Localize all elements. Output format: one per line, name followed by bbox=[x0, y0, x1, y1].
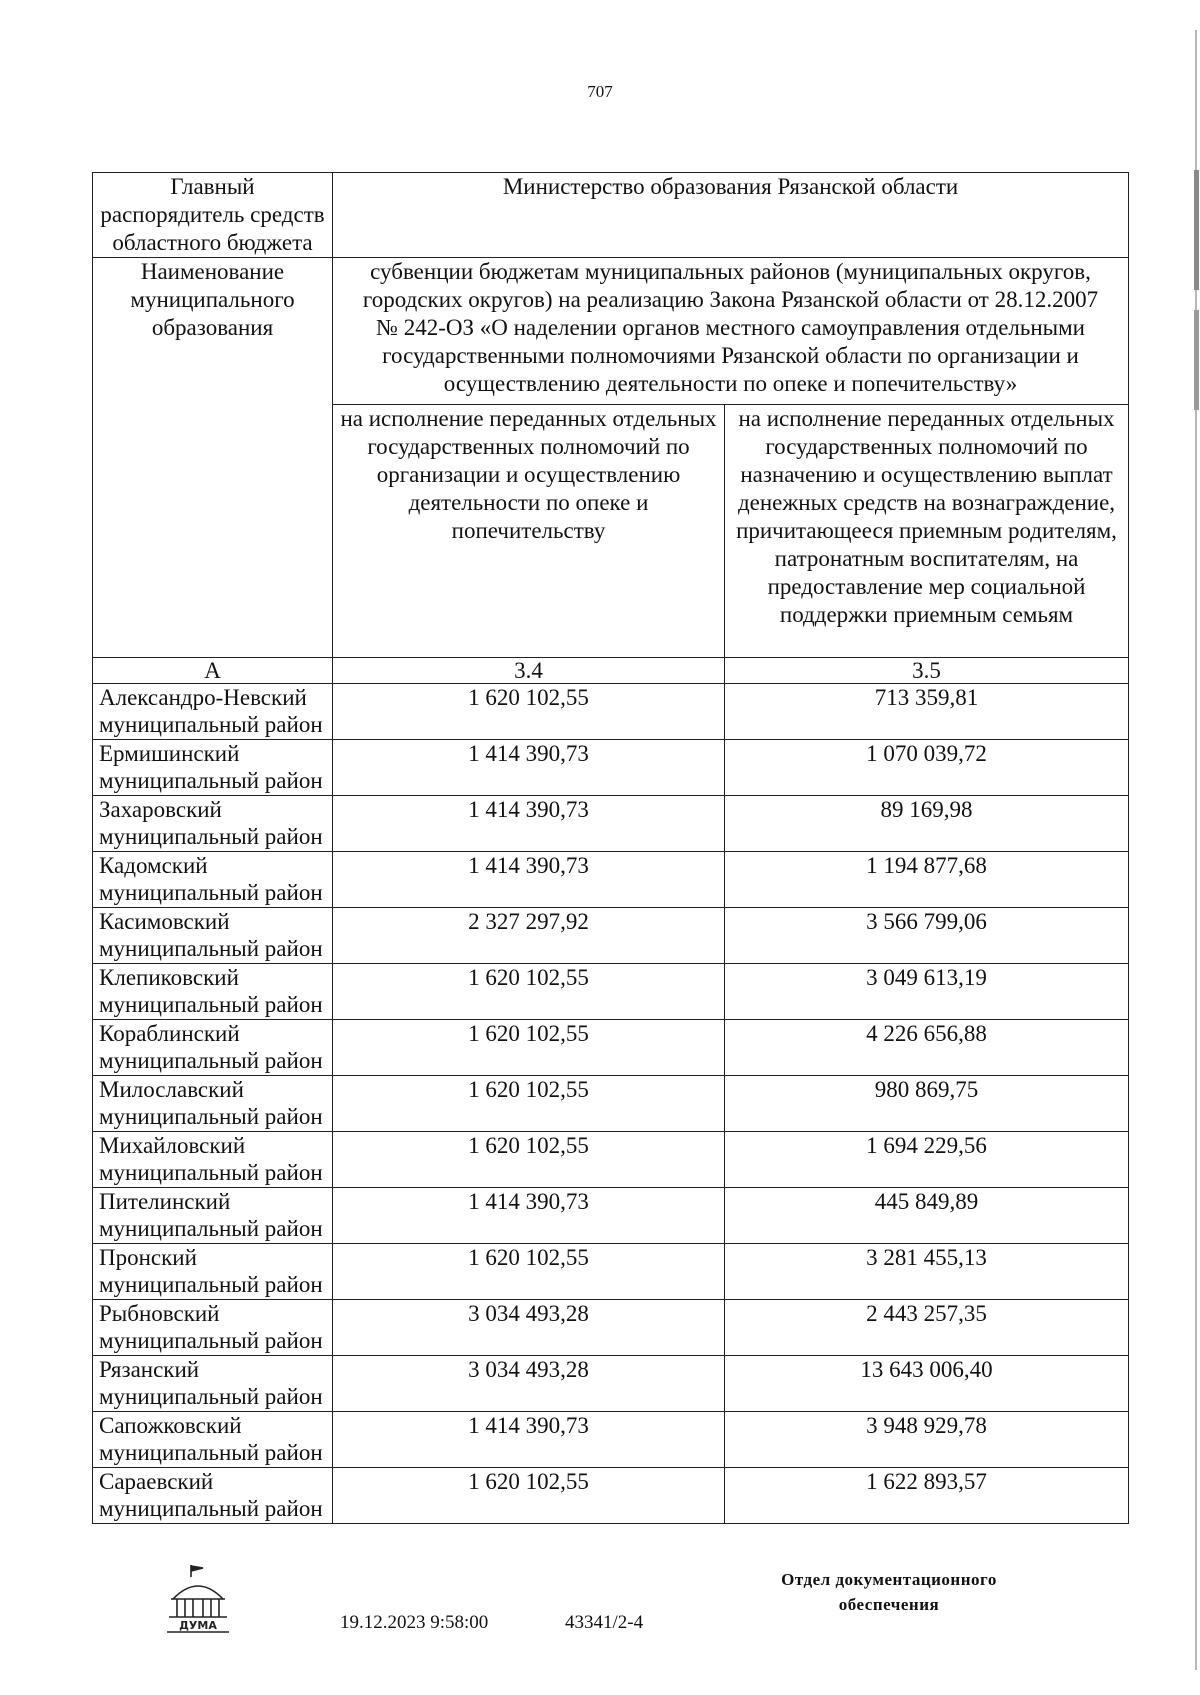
municipality-name-line-2: муниципальный район bbox=[99, 712, 323, 737]
value-3-5: 3 566 799,06 bbox=[725, 908, 1129, 964]
department-stamp bbox=[744, 1567, 1034, 1617]
stamp-line-1: Отдел документационного bbox=[781, 1570, 997, 1589]
municipality-name-line-2: муниципальный район bbox=[99, 824, 323, 849]
value-3-5: 713 359,81 bbox=[725, 684, 1129, 740]
page-number: 707 bbox=[587, 82, 613, 101]
table-row bbox=[93, 1356, 1129, 1412]
value-3-4: 1 620 102,55 bbox=[333, 964, 725, 1020]
value-3-4: 1 414 390,73 bbox=[333, 852, 725, 908]
municipality-name-line-2: муниципальный район bbox=[99, 768, 323, 793]
municipality-name-line-1: Рыбновский bbox=[99, 1301, 220, 1326]
municipality-name bbox=[93, 1412, 333, 1468]
municipality-name-line-1: Пителинский bbox=[99, 1189, 231, 1214]
table-row bbox=[93, 796, 1129, 852]
municipality-name-line-1: Захаровский bbox=[99, 797, 222, 822]
table-row bbox=[93, 1020, 1129, 1076]
scan-edge-artifact bbox=[1192, 0, 1200, 1695]
value-3-4: 1 414 390,73 bbox=[333, 1188, 725, 1244]
value-3-5: 3 281 455,13 bbox=[725, 1244, 1129, 1300]
value-3-5: 1 194 877,68 bbox=[725, 852, 1129, 908]
municipality-name-line-2: муниципальный район bbox=[99, 880, 323, 905]
header-row-distributor bbox=[93, 173, 1129, 258]
municipality-name bbox=[93, 1188, 333, 1244]
value-3-4: 1 620 102,55 bbox=[333, 1076, 725, 1132]
municipality-name bbox=[93, 852, 333, 908]
municipality-name bbox=[93, 740, 333, 796]
value-3-4: 1 620 102,55 bbox=[333, 1468, 725, 1524]
value-3-5: 1 622 893,57 bbox=[725, 1468, 1129, 1524]
value-3-5: 1 694 229,56 bbox=[725, 1132, 1129, 1188]
table-row bbox=[93, 1132, 1129, 1188]
municipality-name-line-1: Ермишинский bbox=[99, 741, 240, 766]
municipality-name-line-1: Михайловский bbox=[99, 1133, 246, 1158]
table-row bbox=[93, 1300, 1129, 1356]
municipality-name-line-1: Александро-Невский bbox=[99, 685, 307, 710]
municipality-name-line-1: Сапожковский bbox=[99, 1413, 242, 1438]
municipality-name bbox=[93, 908, 333, 964]
column-3-5-code: 3.5 bbox=[725, 658, 1129, 684]
value-3-5: 89 169,98 bbox=[725, 796, 1129, 852]
header-row-codes bbox=[93, 658, 1129, 684]
municipality-name-line-2: муниципальный район bbox=[99, 1104, 323, 1129]
value-3-5: 4 226 656,88 bbox=[725, 1020, 1129, 1076]
municipality-name-line-2: муниципальный район bbox=[99, 1384, 323, 1409]
table-row bbox=[93, 1244, 1129, 1300]
municipality-name-line-1: Кораблинский bbox=[99, 1021, 240, 1046]
municipality-name-line-2: муниципальный район bbox=[99, 1216, 323, 1241]
municipality-name-line-2: муниципальный район bbox=[99, 1048, 323, 1073]
header-row-subvention bbox=[93, 258, 1129, 405]
column-3-4-title: на исполнение переданных отдельных государственных полномочий по организации и осуществлению деятельности по опеке и попечительству bbox=[333, 405, 725, 658]
municipality-name bbox=[93, 1076, 333, 1132]
value-3-5: 980 869,75 bbox=[725, 1076, 1129, 1132]
distributor-label: Главный распорядитель средств областного бюджета bbox=[93, 173, 333, 258]
value-3-4: 1 414 390,73 bbox=[333, 740, 725, 796]
duma-logo bbox=[165, 1563, 231, 1635]
municipality-name bbox=[93, 684, 333, 740]
municipality-name bbox=[93, 964, 333, 1020]
value-3-4: 1 620 102,55 bbox=[333, 684, 725, 740]
value-3-4: 1 620 102,55 bbox=[333, 1020, 725, 1076]
logo-text: ДУМА bbox=[179, 1619, 217, 1632]
stamp-line-2: обеспечения bbox=[838, 1595, 940, 1614]
municipality-name-line-1: Сараевский bbox=[99, 1469, 214, 1494]
table-row bbox=[93, 852, 1129, 908]
table-row bbox=[93, 1076, 1129, 1132]
municipality-name-line-2: муниципальный район bbox=[99, 1440, 323, 1465]
value-3-4: 2 327 297,92 bbox=[333, 908, 725, 964]
distributor-value: Министерство образования Рязанской области bbox=[333, 173, 1129, 258]
table-row bbox=[93, 740, 1129, 796]
value-3-5: 1 070 039,72 bbox=[725, 740, 1129, 796]
municipality-name-line-1: Милославский bbox=[99, 1077, 244, 1102]
table-row bbox=[93, 964, 1129, 1020]
municipality-name-line-2: муниципальный район bbox=[99, 1496, 323, 1521]
municipality-name-line-1: Клепиковский bbox=[99, 965, 239, 990]
municipality-name-line-1: Касимовский bbox=[99, 909, 230, 934]
municipality-name bbox=[93, 1020, 333, 1076]
municipality-name-line-1: Рязанский bbox=[99, 1357, 200, 1382]
municipality-name-line-1: Пронский bbox=[99, 1245, 197, 1270]
value-3-4: 1 414 390,73 bbox=[333, 796, 725, 852]
table-row bbox=[93, 1188, 1129, 1244]
value-3-5: 13 643 006,40 bbox=[725, 1356, 1129, 1412]
value-3-4: 1 620 102,55 bbox=[333, 1244, 725, 1300]
column-3-4-code: 3.4 bbox=[333, 658, 725, 684]
value-3-5: 3 049 613,19 bbox=[725, 964, 1129, 1020]
municipality-name-line-2: муниципальный район bbox=[99, 1160, 323, 1185]
municipality-label: Наименование муниципального образования bbox=[93, 258, 333, 658]
municipality-name bbox=[93, 1300, 333, 1356]
table-row bbox=[93, 684, 1129, 740]
value-3-4: 3 034 493,28 bbox=[333, 1300, 725, 1356]
value-3-5: 3 948 929,78 bbox=[725, 1412, 1129, 1468]
table-row bbox=[93, 1468, 1129, 1524]
table-row bbox=[93, 1412, 1129, 1468]
column-3-5-title: на исполнение переданных отдельных государственных полномочий по назначению и осуществлению выплат денежных средств на вознаграждение, причитающееся приемным родителям, патронатным воспитателям, на предоставление мер социальной поддержки приемным семьям bbox=[725, 405, 1129, 658]
subvention-title: субвенции бюджетам муниципальных районов (муниципальных округов, городских округов) на реализацию Закона Рязанской области от 28.12.2007 № 242-ОЗ «О наделении органов местного самоуправления отдельными государственными полномочиями Рязанской области по организации и осуществлению деятельности по опеке и попечительству» bbox=[333, 258, 1129, 405]
value-3-5: 2 443 257,35 bbox=[725, 1300, 1129, 1356]
municipality-name-line-2: муниципальный район bbox=[99, 936, 323, 961]
value-3-5: 445 849,89 bbox=[725, 1188, 1129, 1244]
footer-date-time: 19.12.2023 9:58:00 bbox=[340, 1612, 489, 1633]
municipality-name-line-1: Кадомский bbox=[99, 853, 208, 878]
value-3-4: 3 034 493,28 bbox=[333, 1356, 725, 1412]
column-a-code: А bbox=[93, 658, 333, 684]
table-row bbox=[93, 908, 1129, 964]
footer-document-number: 43341/2-4 bbox=[565, 1612, 644, 1633]
municipality-name-line-2: муниципальный район bbox=[99, 992, 323, 1017]
value-3-4: 1 620 102,55 bbox=[333, 1132, 725, 1188]
budget-table bbox=[92, 172, 1129, 1524]
municipality-name bbox=[93, 1356, 333, 1412]
municipality-name bbox=[93, 1468, 333, 1524]
municipality-name-line-2: муниципальный район bbox=[99, 1272, 323, 1297]
municipality-name bbox=[93, 1244, 333, 1300]
municipality-name-line-2: муниципальный район bbox=[99, 1328, 323, 1353]
municipality-name bbox=[93, 796, 333, 852]
value-3-4: 1 414 390,73 bbox=[333, 1412, 725, 1468]
municipality-name bbox=[93, 1132, 333, 1188]
